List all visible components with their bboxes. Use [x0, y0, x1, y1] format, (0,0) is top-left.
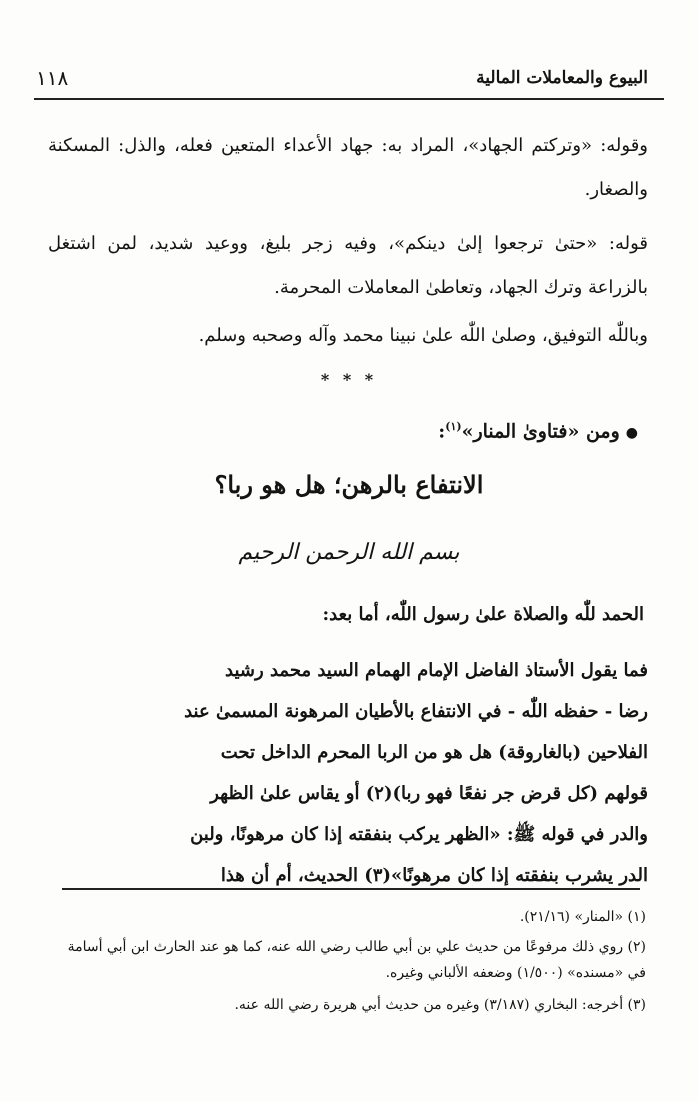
section-intro-colon: :: [438, 420, 446, 443]
paragraph-3: وباللّٰه التوفيق، وصلىٰ اللّٰه علىٰ نبينا محمد وآله وصحبه وسلم.: [198, 325, 648, 346]
paragraph-2: قوله: «حتىٰ ترجعوا إلىٰ دينكم»، وفيه زجر بليغ، ووعيد شديد، لمن اشتغل بالزراعة وترك الجهاد، وتعاطىٰ المعاملات المحرمة.: [48, 233, 649, 298]
question-body: [48, 650, 648, 896]
body-line: الدر يشرب بنفقته إذا كان مرهونًا»(٣) الحديث، أم أن هذا: [220, 865, 648, 886]
body-line: والدر في قوله ﷺ: «الظهر يركب بنفقته إذا كان مرهونًا، ولبن: [190, 824, 648, 845]
footnote-rule: [62, 888, 640, 890]
page-number: ١١٨: [36, 66, 69, 90]
footnote-ref-1: (١): [445, 420, 462, 433]
header-rule: [34, 98, 664, 100]
footnote-2: (٢) روي ذلك مرفوعًا من حديث علي بن أبي طالب رضي الله عنه، كما هو عند الحارث ابن أبي أسامة في «مسنده» (١/٥٠٠) وضعفه الألباني وغيره.: [67, 939, 646, 981]
section-intro: [438, 420, 638, 442]
footnote-3: (٣) أخرجه: البخاري (٣/١٨٧) وغيره من حديث أبي هريرة رضي الله عنه.: [234, 997, 646, 1013]
basmala: بسم الله الرحمن الرحيم: [238, 540, 460, 565]
running-title: البيوع والمعاملات المالية: [476, 68, 648, 88]
footnote-1: (١) «المنار» (٢١/١٦).: [519, 909, 646, 925]
body-line: فما يقول الأستاذ الفاضل الإمام الهمام السيد محمد رشيد: [225, 660, 648, 681]
paragraph-1: وقوله: «وتركتم الجهاد»، المراد به: جهاد الأعداء المتعين فعله، والذل: المسكنة والصغار.: [48, 135, 648, 200]
section-intro-text: ومن «فتاوىٰ المنار»: [461, 420, 620, 443]
section-separator: * * *: [320, 370, 378, 389]
body-line: قولهم (كل قرض جر نفعًا فهو ربا)(٢) أو يقاس علىٰ الظهر: [210, 783, 648, 804]
body-line: رضا - حفظه اللّٰه - في الانتفاع بالأطيان المرهونة المسمىٰ عند: [184, 701, 648, 722]
fatwa-heading: الانتفاع بالرهن؛ هل هو ربا؟: [214, 470, 484, 499]
body-line: الفلاحين (بالغاروقة) هل هو من الربا المحرم الداخل تحت: [220, 742, 648, 763]
bullet-icon: ●: [625, 425, 638, 442]
opening-praise: الحمد للّٰه والصلاة علىٰ رسول اللّٰه، أما بعد:: [322, 604, 644, 625]
